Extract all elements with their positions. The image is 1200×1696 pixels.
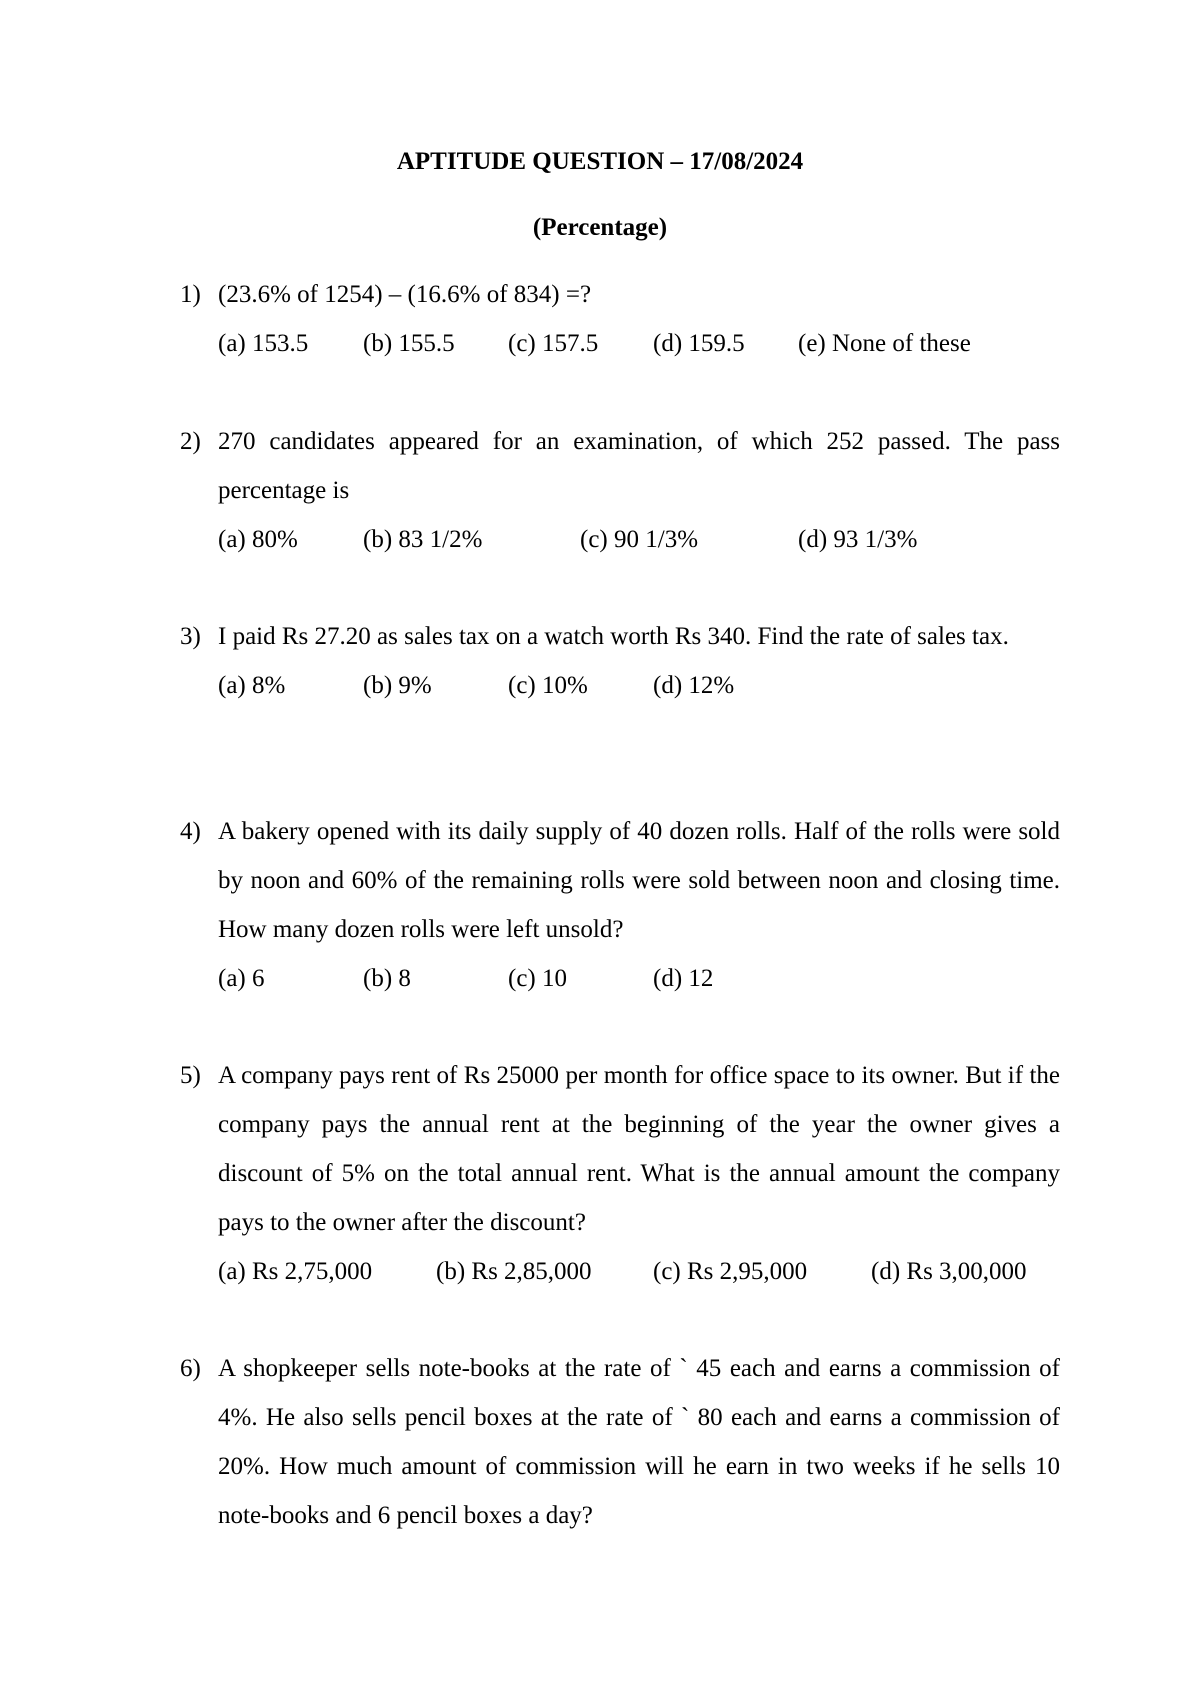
option-b: (b) 155.5 bbox=[363, 330, 455, 357]
option-a: (a) Rs 2,75,000 bbox=[218, 1258, 373, 1285]
question-text: A company pays rent of Rs 25000 per month for office space to its owner. But if the company pays the annual rent at the beginning of the year the owner gives a discount of 5% on the total annual rent. What is the annual amount the company pays to the owner after the discount? bbox=[218, 1062, 1060, 1236]
option-a: (a) 80% bbox=[218, 526, 298, 553]
option-d: (d) 159.5 bbox=[653, 330, 745, 357]
question-number: 3) bbox=[180, 623, 201, 650]
page-subtitle: (Percentage) bbox=[532, 214, 668, 241]
option-b: (b) Rs 2,85,000 bbox=[436, 1258, 592, 1285]
answer-options bbox=[218, 954, 1060, 1003]
option-a: (a) 6 bbox=[218, 965, 265, 992]
question-text: A shopkeeper sells note-books at the rate of ` 45 each and earns a commission of 4%. He also sells pencil boxes at the rate of ` 80 each and earns a commission of 20%. How much amount of commission will he earn in two weeks if he sells 10 note-books and 6 pencil boxes a day? bbox=[218, 1355, 1060, 1529]
option-c: (c) 157.5 bbox=[508, 330, 599, 357]
question-number: 6) bbox=[180, 1355, 201, 1382]
question-text: (23.6% of 1254) – (16.6% of 834) =? bbox=[218, 281, 592, 308]
question-text: A bakery opened with its daily supply of 40 dozen rolls. Half of the rolls were sold by noon and 60% of the remaining rolls were sold between noon and closing time. How many dozen rolls were left unsold? bbox=[218, 818, 1060, 943]
option-c: (c) 90 1/3% bbox=[580, 526, 699, 553]
option-d: (d) Rs 3,00,000 bbox=[871, 1258, 1027, 1285]
option-d: (d) 93 1/3% bbox=[798, 526, 918, 553]
answer-options bbox=[218, 1247, 1060, 1296]
option-a: (a) 8% bbox=[218, 672, 286, 699]
answer-options bbox=[218, 515, 1060, 564]
question-text: 270 candidates appeared for an examination, of which 252 passed. The pass percentage is bbox=[218, 428, 1060, 504]
option-e: (e) None of these bbox=[798, 330, 971, 357]
option-d: (d) 12 bbox=[653, 965, 714, 992]
option-b: (b) 8 bbox=[363, 965, 411, 992]
question-text: I paid Rs 27.20 as sales tax on a watch worth Rs 340. Find the rate of sales tax. bbox=[218, 623, 1009, 650]
question-2 bbox=[180, 417, 1060, 564]
option-b: (b) 83 1/2% bbox=[363, 526, 483, 553]
page-title: APTITUDE QUESTION – 17/08/2024 bbox=[396, 148, 804, 175]
option-c: (c) 10 bbox=[508, 965, 567, 992]
option-c: (c) Rs 2,95,000 bbox=[653, 1258, 808, 1285]
answer-options bbox=[218, 661, 1060, 710]
question-6 bbox=[180, 1344, 1060, 1540]
question-number: 4) bbox=[180, 818, 201, 845]
option-a: (a) 153.5 bbox=[218, 330, 309, 357]
question-1 bbox=[180, 270, 1060, 368]
question-number: 2) bbox=[180, 428, 201, 455]
question-4 bbox=[180, 807, 1060, 1003]
question-3 bbox=[180, 612, 1060, 710]
option-d: (d) 12% bbox=[653, 672, 735, 699]
question-number: 1) bbox=[180, 281, 201, 308]
question-number: 5) bbox=[180, 1062, 201, 1089]
option-c: (c) 10% bbox=[508, 672, 588, 699]
answer-options bbox=[218, 319, 1060, 368]
question-5 bbox=[180, 1051, 1060, 1296]
option-b: (b) 9% bbox=[363, 672, 432, 699]
